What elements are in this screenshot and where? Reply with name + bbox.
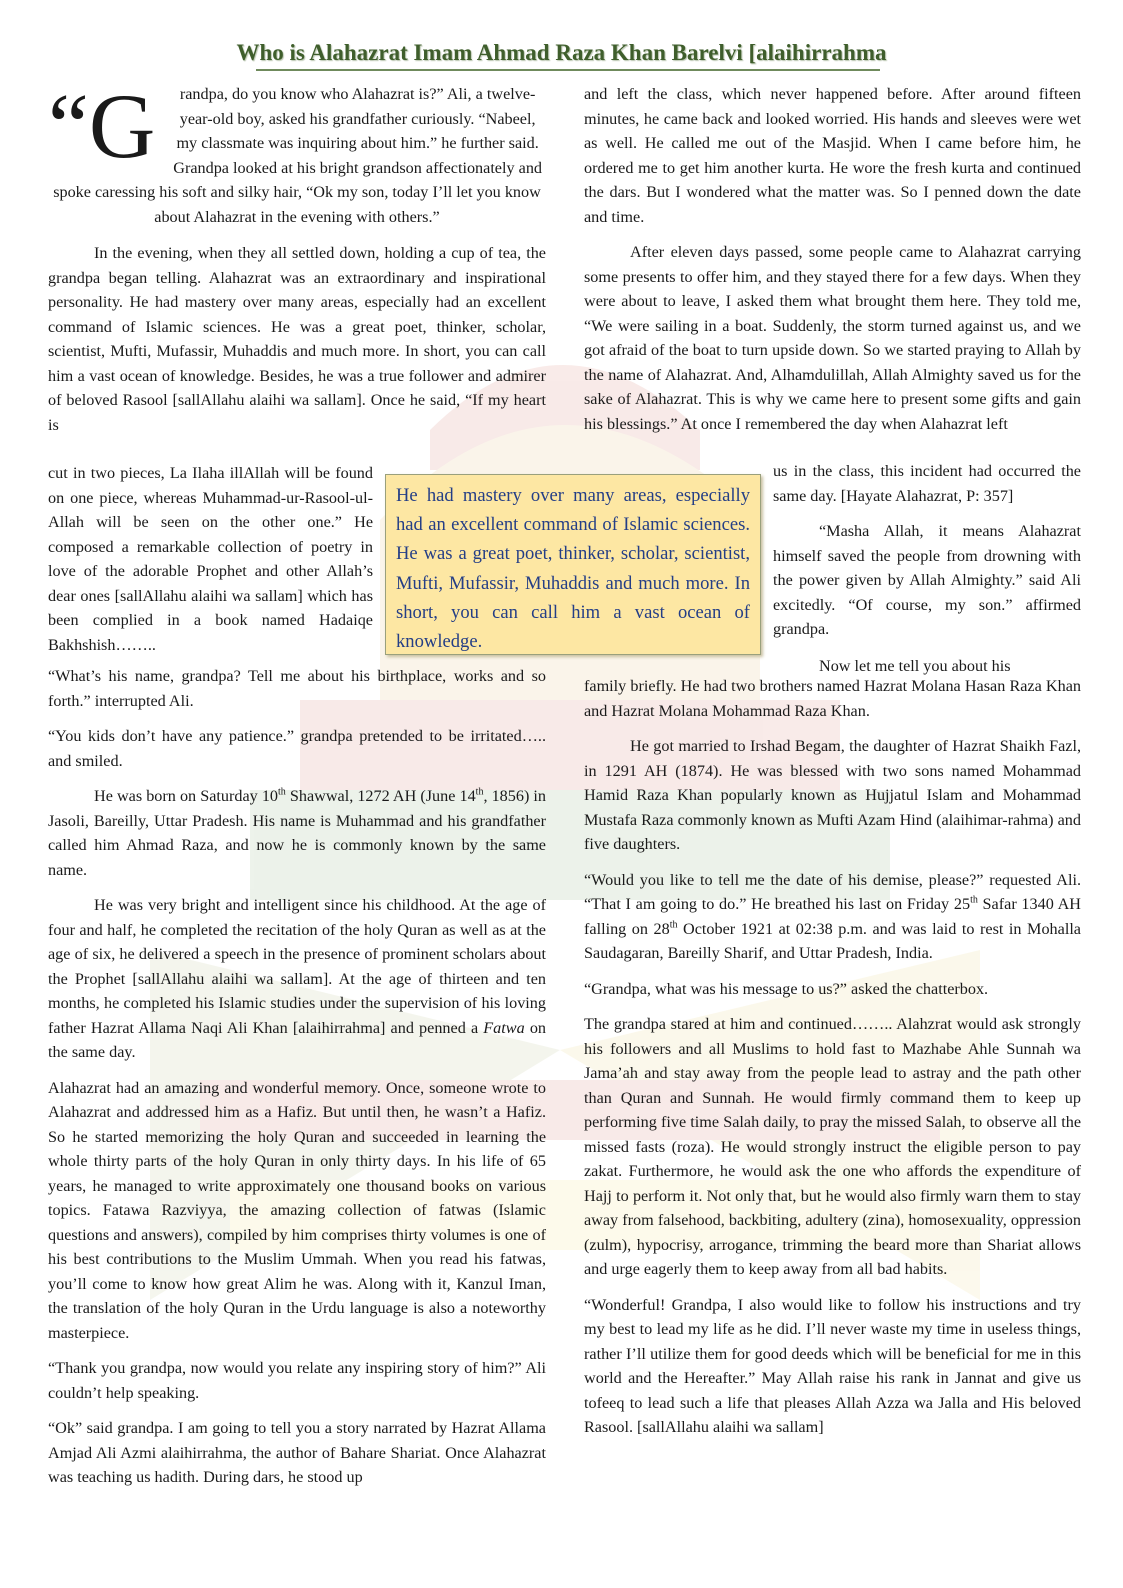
pull-quote-box: He had mastery over many areas, especially had an excellent command of Islamic sciences. He was a great poet, thinker, scholar, scientist, Mufti, Mufassir, Muhaddis and much more. In short, you can call him a vast ocean of knowledge. bbox=[385, 474, 761, 655]
paragraph-childhood: He was very bright and intelligent since his childhood. At the age of four and half, he completed the recitation of the holy Quran as well as at the age of six, he delivered a speech in the presence of prominent scholars about the Prophet [sallAllahu alaihi wa sallam]. At the age of thirteen and ten months, he completed his Islamic studies under the supervision of his loving father Hazrat Allama Naqi Ali Khan [alaihirrahma] and penned a Fatwa on the same day. bbox=[48, 896, 547, 1061]
left-column bbox=[48, 75, 546, 437]
right-column-narrow bbox=[773, 459, 1081, 678]
right-column-lower bbox=[584, 674, 1081, 1451]
paragraph-patience: “You kids don’t have any patience.” grandpa pretended to be irritated….. and smiled. bbox=[48, 727, 546, 770]
right-column bbox=[584, 82, 1081, 436]
paragraph-demise: “Would you like to tell me the date of his demise, please?” requested Ali. “That I am going to do.” He breathed his last on Friday 25th Safar 1340 AH falling on 28th October 1921 at 02:38 p.m. and was laid to rest in Mohalla Saudagaran, Bareilly Sharif, and Uttar Pradesh, India. bbox=[584, 870, 1081, 962]
paragraph-incident: us in the class, this incident had occurred the same day. [Hayate Alahazrat, P: 357] bbox=[773, 462, 1081, 505]
paragraph-masha-allah: “Masha Allah, it means Alahazrat himself saved the people from drowning with the power given by Allah Almighty.” said Ali excitedly. “Of course, my son.” affirmed grandpa. bbox=[773, 522, 1081, 638]
paragraph-question: “What’s his name, grandpa? Tell me about his birthplace, works and so forth.” interrupted Ali. bbox=[48, 667, 546, 710]
paragraph-story: “Ok” said grandpa. I am going to tell you a story narrated by Hazrat Allama Amjad Ali Azmi alaihirrahma, the author of Bahare Shariat. Once Alahazrat was teaching us hadith. During dars, he stood up bbox=[48, 1419, 546, 1486]
paragraph-class: and left the class, which never happened before. After around fifteen minutes, he came back and looked worried. His hands and sleeves were wet as well. He called me out of the Masjid. When I came before him, he ordered me to get him another kurta. He wore the fresh kurta and continued the dars. But I wondered what the matter was. So I penned down the date and time. bbox=[584, 85, 1081, 226]
left-column-narrow bbox=[48, 461, 373, 668]
paragraph-heart: cut in two pieces, La Ilaha illAllah will be found on one piece, whereas Muhammad-ur-Rasool-ul-Allah will be seen on the other one.” He composed a remarkable collection of poetry in love of the adorable Prophet and other Allah’s dear ones [sallAllahu alaihi wa sallam] which has been complied in a book named Hadaiqe Bakhshish…….. bbox=[48, 464, 373, 654]
paragraph-evening: In the evening, when they all settled down, holding a cup of tea, the grandpa began telling. Alahazrat was an extraordinary and inspirational personality. He had mastery over many areas, especially had an excellent command of Islamic sciences. He was a great poet, thinker, scholar, scientist, Mufti, Mufassir, Muhaddis and much more. In short, you can call him a vast ocean of knowledge. Besides, he was a true follower and admirer of beloved Rasool [sallAllahu alaihi wa sallam]. Once he said, “If my heart is bbox=[48, 244, 546, 434]
paragraph-marriage: He got married to Irshad Begam, the daughter of Hazrat Shaikh Fazl, in 1291 AH (1874). He was blessed with two sons named Mohammad Hamid Raza Khan popularly known as Hujjatul Islam and Mohammad Mustafa Raza commonly known as Mufti Azam Hind (alaihimar-rahma) and five daughters. bbox=[584, 737, 1081, 853]
page-title: Who is Alahazrat Imam Ahmad Raza Khan Barelvi [alaihirrahma bbox=[236, 40, 887, 65]
paragraph-inspiring: “Thank you grandpa, now would you relate any inspiring story of him?” Ali couldn’t help speaking. bbox=[48, 1359, 546, 1402]
paragraph-wonderful: “Wonderful! Grandpa, I also would like to follow his instructions and try my best to lead my life as he did. I’ll never waste my time in useless things, rather I’ll utilize them for good deeds which will be beneficial for me in this world and the Hereafter.” May Allah raise his rank in Jannat and give us tofeeq to lead such a life that pleases Allah Azza wa Jalla and His beloved Rasool. [sallAllahu alaihi wa sallam] bbox=[584, 1295, 1081, 1436]
paragraph-memory: Alahazrat had an amazing and wonderful memory. Once, someone wrote to Alahazrat and addressed him as a Hafiz. But until then, he wasn’t a Hafiz. So he started memorizing the holy Quran and succeeded in learning the whole thirty parts of the holy Quran in only thirty days. In his life of 65 years, he managed to write approximately one thousand books on various topics. Fatawa Razviyya, the amazing collection of fatwas (Islamic questions and answers), compiled by him comprises thirty volumes is one of his best contributions to the Muslim Ummah. When you read his fatwas, you’ll come to know how great Alim he was. Along with it, Kanzul Iman, the translation of the holy Quran in the Urdu language is also a noteworthy masterpiece. bbox=[48, 1078, 546, 1342]
intro-paragraph: randpa, do you know who Alahazrat is?” Ali, a twelve-year-old boy, asked his grandfather curiously. “Nabeel, my classmate was inquiring about him.” he further said. Grandpa looked at his bright grandson affectionately and spoke caressing his soft and silky hair, “Ok my son, today I’ll let you know about Alahazrat in the evening with others.” bbox=[53, 85, 543, 226]
left-column-lower bbox=[48, 664, 546, 1501]
paragraph-boat: After eleven days passed, some people came to Alahazrat carrying some presents to offer him, and they stayed there for a few days. When they were about to leave, I asked them what brought them here. They told me, “We were sailing in a boat. Suddenly, the storm turned against us, and we got afraid of the boat to turn upside down. So we started praying to Allah by the name of Alahazrat. And, Alhamdulillah, Allah Almighty saved us for the sake of Alahazrat. This is why we came here to present some gifts and gain his blessings.” At once I remembered the day when Alahazrat left bbox=[584, 243, 1081, 433]
paragraph-message-question: “Grandpa, what was his message to us?” asked the chatterbox. bbox=[584, 979, 989, 998]
paragraph-message: The grandpa stared at him and continued…….. Alahzrat would ask strongly his followers and all Muslims to hold fast to Mazhabe Ahle Sunnah wa Jama’ah and stay away from the people lead to astray and the path other than Quran and Sunnah. He would firmly command them to keep up performing five time Salah daily, to pray the missed Salah, to observe all the missed fasts (roza). He would strongly instruct the eligible person to pay zakat. Furthermore, he would ask the one who affords the expenditure of Hajj to perform it. Not only that, but he would also firmly warn them to stay away from falsehood, backbiting, adultery (zina), homosexuality, oppression (zulm), hypocrisy, arrogance, trimming the beard more than Shariat allows and urge eagerly them to keep away from all bad habits. bbox=[584, 1015, 1081, 1278]
title-underline bbox=[256, 69, 880, 71]
paragraph-family: family briefly. He had two brothers named Hazrat Molana Hasan Raza Khan and Hazrat Molana Mohammad Raza Khan. bbox=[584, 677, 1081, 720]
paragraph-birth: He was born on Saturday 10th Shawwal, 1272 AH (June 14th, 1856) in Jasoli, Bareilly, Uttar Pradesh. His name is Muhammad and his grandfather called him Ahmad Raza, and now he is commonly known by the same name. bbox=[48, 786, 547, 879]
intro-block bbox=[48, 75, 546, 229]
dropcap: “G bbox=[48, 75, 156, 177]
paragraph-family-start: Now let me tell you about his bbox=[819, 656, 1011, 675]
